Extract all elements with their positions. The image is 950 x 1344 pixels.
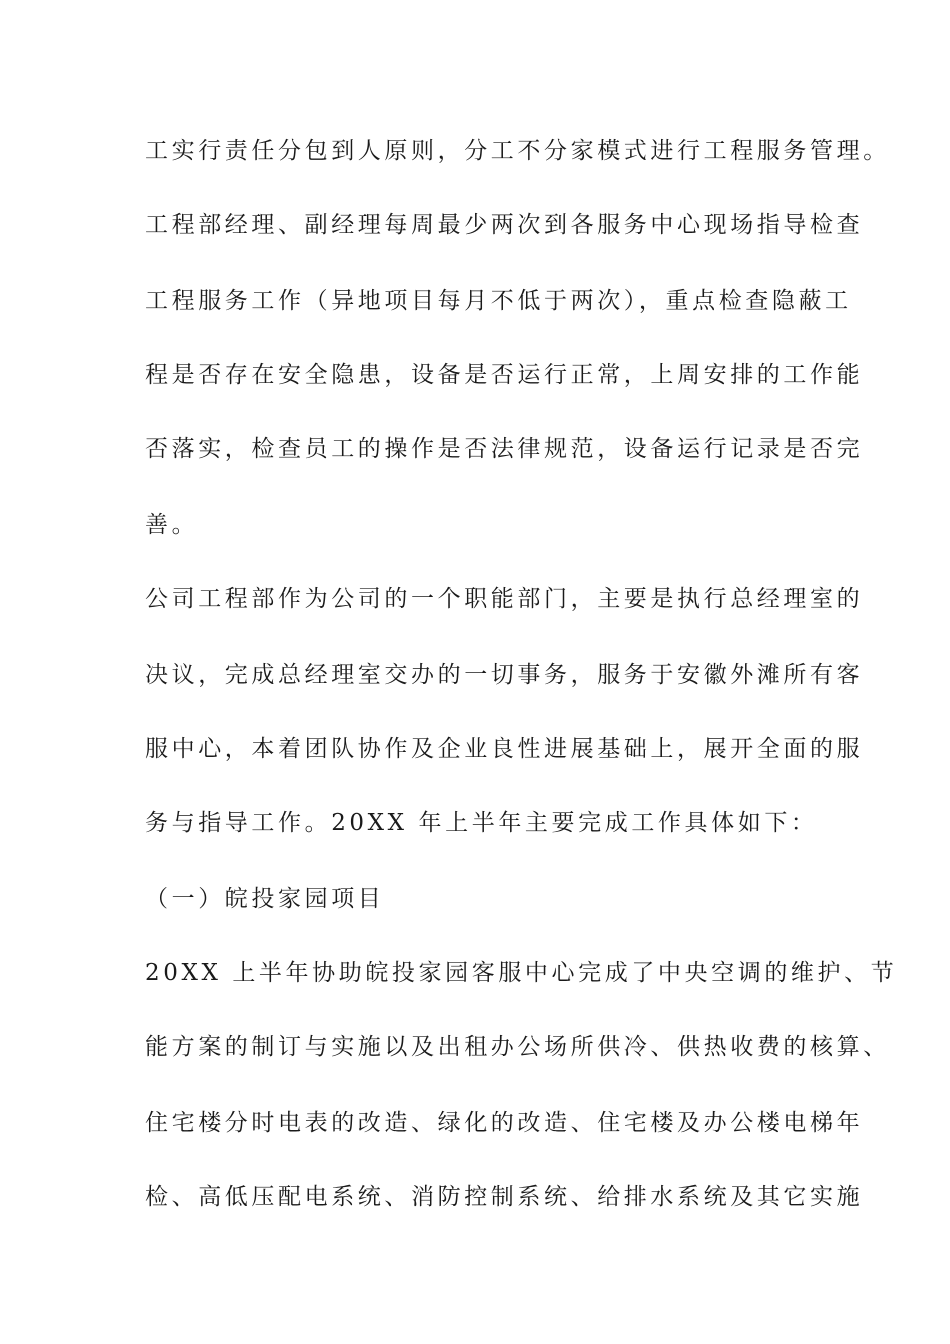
section-heading: （一）皖投家园项目	[145, 886, 385, 912]
paragraph-line: 住宅楼分时电表的改造、绿化的改造、住宅楼及办公楼电梯年	[145, 1110, 864, 1136]
paragraph-line: 工实行责任分包到人原则，分工不分家模式进行工程服务管理。	[145, 138, 890, 164]
paragraph-line: 工程部经理、副经理每周最少两次到各服务中心现场指导检查	[145, 212, 864, 238]
paragraph-line: 能方案的制订与实施以及出租办公场所供冷、供热收费的核算、	[145, 1034, 890, 1060]
paragraph-line: 否落实，检查员工的操作是否法律规范，设备运行记录是否完	[145, 436, 864, 462]
paragraph-line: 程是否存在安全隐患，设备是否运行正常，上周安排的工作能	[145, 362, 864, 388]
paragraph-line: 公司工程部作为公司的一个职能部门，主要是执行总经理室的	[145, 586, 864, 612]
paragraph-line: 决议，完成总经理室交办的一切事务，服务于安徽外滩所有客	[145, 662, 864, 688]
paragraph-line: 服中心，本着团队协作及企业良性进展基础上，展开全面的服	[145, 736, 864, 762]
paragraph-line: 务与指导工作。20XX 年上半年主要完成工作具体如下：	[145, 810, 818, 836]
paragraph-line: 工程服务工作（异地项目每月不低于两次），重点检查隐蔽工	[145, 288, 852, 314]
paragraph-line: 20XX 上半年协助皖投家园客服中心完成了中央空调的维护、节	[145, 960, 898, 986]
paragraph-line: 检、高低压配电系统、消防控制系统、给排水系统及其它实施	[145, 1184, 864, 1210]
paragraph-line: 善。	[145, 512, 199, 538]
